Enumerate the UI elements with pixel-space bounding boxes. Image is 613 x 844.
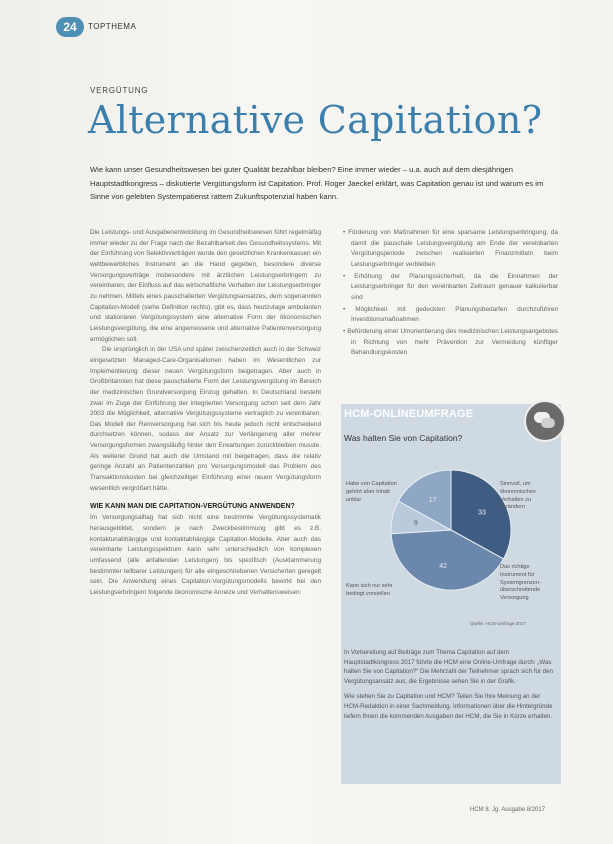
pie-label-bottom-right: Das richtige Instrument für Systemgrenzen-überschreitende Versorgung — [500, 564, 541, 602]
body-paragraph: Die ursprünglich in der USA und später zwischenzeitlich auch in der Schweiz eingesetzten Managed-Care-Organisationen haben im Wesentlichen zur Implementierung dieser neuen Vergütungsform beigetragen. Aber auch in Großbritannien hat diese pauschalierte Form der Leistungsvergütung im Bereich der medizinischen Grundversorgung Einzug gehalten. In Deutschland besteht zwar im Zuge der Einführung der integrierten Versorgung schon seit dem Jahr 2003 die Möglichkeit, alternative Vergütungssysteme vertraglich zu vereinbaren. Das Modell der Reinversorgung hat sich bis heute jedoch nicht entscheidend durchsetzen können, sodass der Ansatz zur Verlängerung aller mehrer Versorgungsformen zwangsläufig hinter den Erwartungen zurückbleiben musste. Als weiterer Grund hat auch die Umstand mit beigetragen, dass die relativ geringe Anzahl an Patientenzahlen pro Versorgungsmodell das Problem des Transaktionskosten bei gleichzeitiger Einführung einer neuen Vergütungsform wesentlich vergrößert hätte. — [90, 346, 321, 492]
page-footer: HCM 8. Jg. Ausgabe 8/2017 — [470, 807, 546, 813]
survey-question: Was halten Sie von Capitation? — [344, 433, 463, 443]
page-number-badge: 24 — [56, 17, 84, 37]
speech-bubble-icon — [524, 400, 566, 442]
pie-data-label: 9 — [413, 520, 418, 528]
chart-source: Quelle: HCM-Umfrage 2017 — [470, 621, 526, 626]
pie-data-label: 33 — [478, 509, 486, 517]
left-column — [90, 228, 321, 599]
list-item: • Möglichkeit mit gedeckten Planungsbedarfen durchzuführen Investitionsmaßnahmen — [343, 305, 558, 326]
survey-paragraph: In Vorbereitung auf Beiträge zum Thema Capitation auf dem Hauptstadtkongress 2017 führte die HCM eine Online-Umfrage durch: „Was halten Sie von Capitation?“ Die Mehrzahl der Teilnehmer sprach sich für den Vergütungsansatz aus, die Ergebnisse sehen Sie in der Grafik. — [344, 649, 553, 685]
incentive-list — [343, 228, 558, 359]
article-title: Alternative Capitation? — [88, 98, 543, 142]
section-heading: WIE KANN MAN DIE CAPITATION-VERGÜTUNG ANWENDEN? — [90, 503, 295, 511]
right-column — [343, 228, 558, 360]
pie-data-label: 42 — [439, 563, 448, 571]
section-label: TOPTHEMA — [88, 22, 137, 31]
pie-data-label: 17 — [428, 497, 437, 505]
survey-title: HCM-ONLINEUMFRAGE — [344, 408, 474, 420]
pie-label-top-right: Sinnvoll, um ökonomisches Verhalten zu verändern — [500, 481, 536, 511]
body-paragraph: Im Versorgungsalltag hat sich nicht eine bestimmte Vergütungssystematik herausgebildet, sondern je nach Zweckbestimmung gibt es z.B. kontaktunabhängige und kontaktabhängige Capitation-Modelle. Aber auch das vereinbarte Leistungsspektrum kann sehr unterschiedlich von komplexen umfassend (alle anfallenden Leistungen) bis spezifisch (Ausklammerung bestimmter teilbarer Leistungen) für alle eingeschriebenen Versicherten geregelt sein. Die Anwendung eines Capitation-Vergütungsmodells bewirkt bei den Leistungserbringern folgende ökonomische Anreize und Verhaltensweisen: — [90, 514, 321, 596]
survey-text — [344, 648, 556, 727]
list-item: • Förderung von Maßnahmen für eine sparsame Leistungserbringung, da damit die pauschale Leistungsvergütung am Ende der vereinbarten Vergütungsperiode zwischen realisierten Finanzmitteln beim Leistungserbringer verbleiben — [343, 228, 558, 271]
survey-paragraph: Wie stehen Sie zu Capitation und HCM? Teilen Sie Ihre Meinung an der HCM-Redaktion in einer Sachmeldung. Informationen über die Hintergründe liefern Ihnen die kommenden Ausgaben der HCM, die Sie in Kürze erhalten. — [344, 693, 553, 720]
pie-label-bottom-left: Kann sich nur sehr bedingt vorstellen — [346, 583, 393, 597]
article-kicker: VERGÜTUNG — [90, 86, 149, 95]
pie-label-top-left: Habe von Capitation gehört aber Inhalt unklar — [346, 481, 397, 503]
list-item: • Befürderung einer Umorientierung des medizinischen Leistungsangebotes in Richtung von mehr Prävention zur Vermeidung künftiger Behandlungskosten — [343, 327, 558, 359]
article-lead: Wie kann unser Gesundheitswesen bei guter Qualität bezahlbar bleiben? Eine immer wieder – u.a. auch auf dem diesjährigen Hauptstadtkongress – diskutierte Vergütungsform ist Capitation. Prof. Roger Jaeckel erklärt, was Capitation genau ist und warum es im Sinne von gelebten Systempatienst rattem Zukunftspotenzial haben kann. — [90, 165, 544, 201]
body-paragraph: Die Leistungs- und Ausgabenentwicklung im Gesundheitswesen führt regelmäßig immer wieder zu der Frage nach der Bezahlbarkeit des Gesundheitssystems. Mit der Einführung von Selektivverträgen wurde den gesetzlichen Krankenkassen ein wettbewerbliches Instrument an die Hand gegeben, besondere diverse Versorgungsverträge insbesondere mit ärztlichen Leistungserbringern zu vereinbaren, der Einfluss auf das wirtschaftliche Verhalten der Leistungserbringer zu nehmen. Mittels eines pauschalierten Vergütungsansatzes, dem sogenannten Capitation-Modell (siehe Definition rechts), gibt es, dass heutzutage ambulanten und stationären Vergütungssystem eine alternative Form der ökonomischen Leistungsvergütung, die eine angemessene und alternative Patientenversorgung ermöglichen soll. — [90, 229, 321, 343]
list-item: • Erhöhung der Planungssicherheit, da die Einnahmen der Leistungserbringer für den vereinbarten Zeitraum genauer kalkulierbar sind — [343, 272, 558, 304]
